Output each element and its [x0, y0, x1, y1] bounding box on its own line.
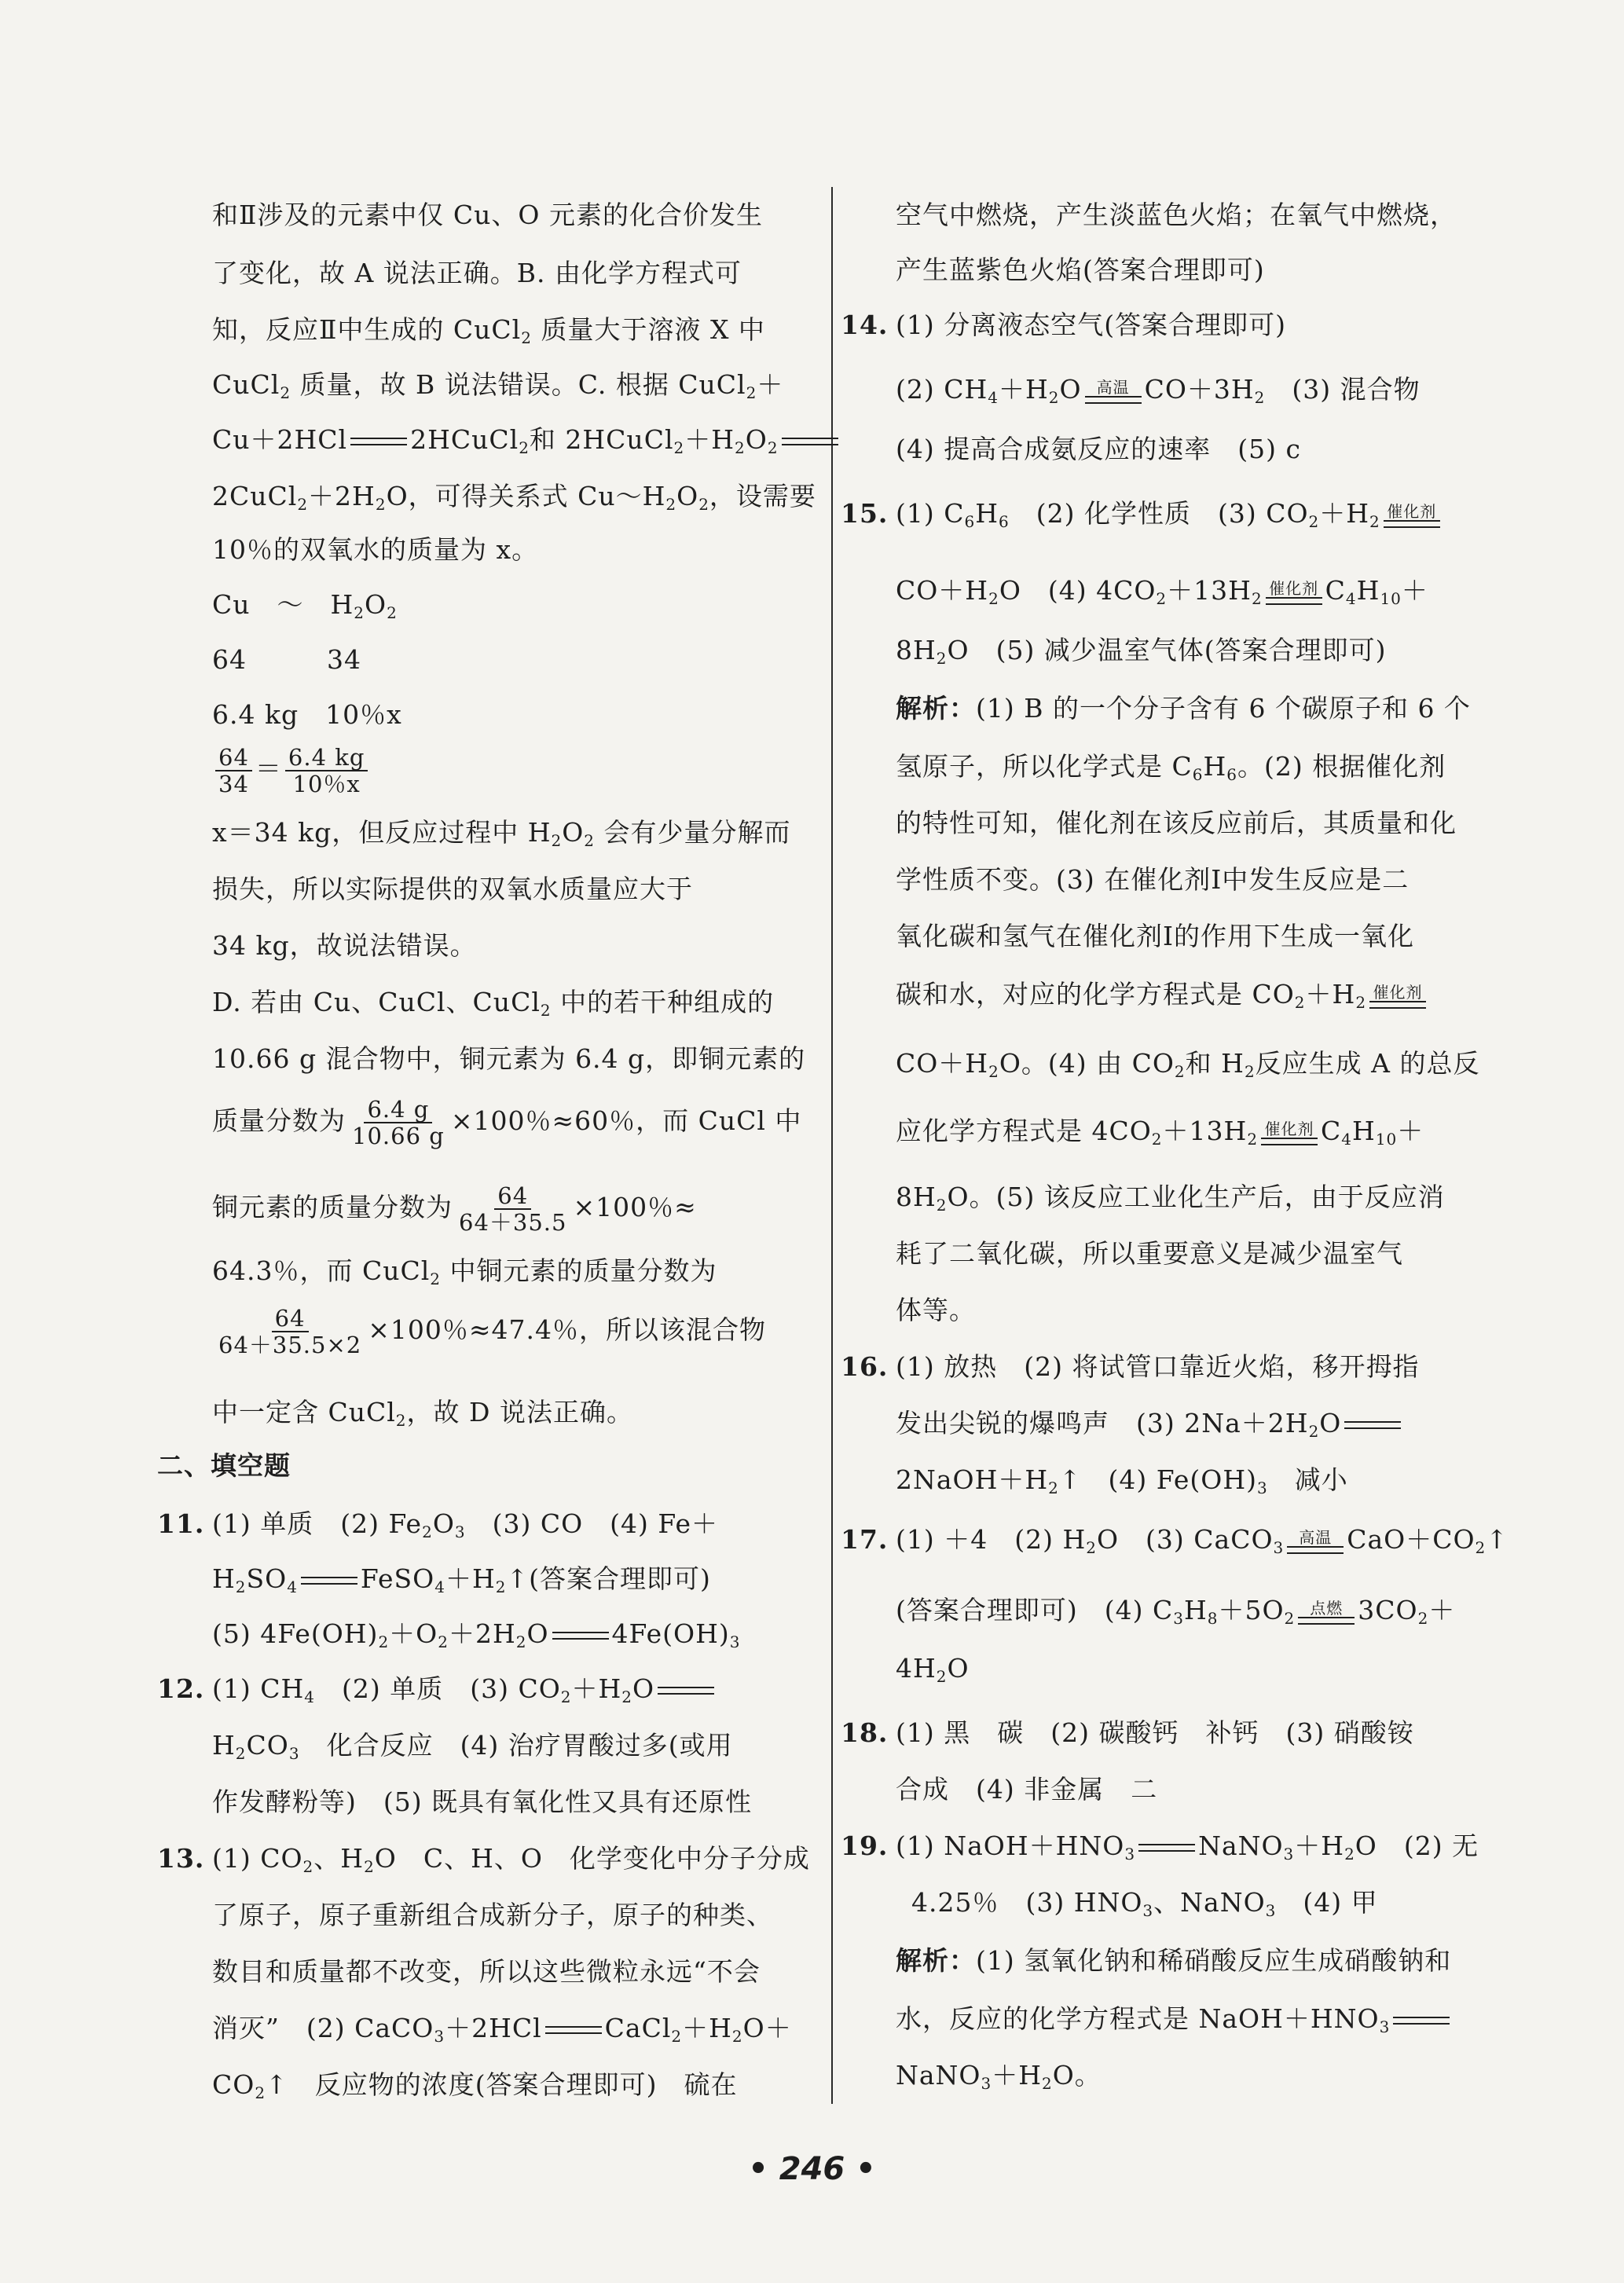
text-line: $2CuCl_2+2H_2O$，可得关系式 $Cu\sim H_2O_2$，设需要 — [212, 481, 816, 514]
text-line: 氧化碳和氢气在催化剂Ⅰ的作用下生成一氧化 — [896, 921, 1415, 951]
fraction: $\frac{64}{64+35.5}$ — [459, 1182, 567, 1236]
text-line: D. 若由 Cu、CuCl、CuCl$_2$ 中的若干种组成的 — [212, 987, 775, 1020]
question-12: 12. (1) $CH_4$ (2) 单质 (3) $CO_2+H_2O$ — [157, 1673, 717, 1713]
text-line: 了变化，故 A 说法正确。B. 由化学方程式可 — [212, 258, 742, 288]
text-line: 中一定含 CuCl$_2$，故 D 说法正确。 — [212, 1397, 633, 1430]
text-line: 空气中燃烧，产生淡蓝色火焰；在氧气中燃烧， — [896, 200, 1457, 230]
question-16: 16. (1) 放热 (2) 将试管口靠近火焰，移开拇指 — [841, 1351, 1420, 1382]
text-line: 4.25％ (3) $HNO_3$、NaNO$_3$ (4) 甲 — [911, 1887, 1378, 1920]
reaction-condition: 催化剂 — [1369, 984, 1426, 1009]
equals-sign — [350, 438, 407, 445]
reaction-condition: 高温 — [1287, 1529, 1344, 1554]
text-line: 64.3％，而 CuCl$_2$ 中铜元素的质量分数为 — [212, 1255, 717, 1288]
page-number: • 246 • — [748, 2151, 876, 2187]
question-13: 13. (1) $CO_2$、$H_2O$ C、H、O 化学变化中分子分成 — [157, 1843, 810, 1876]
text-line: $8H_2O$。(5) 该反应工业化生产后，由于反应消 — [896, 1182, 1445, 1215]
column-divider — [831, 187, 833, 2104]
reaction-condition: 高温 — [1085, 379, 1142, 404]
text-line: 解析：(1) B 的一个分子含有 6 个碳原子和 6 个 — [896, 693, 1471, 724]
equals-sign — [552, 1632, 609, 1640]
section-heading: 二、填空题 — [157, 1450, 291, 1481]
equals-sign — [545, 2026, 602, 2034]
text-line: 氢原子，所以化学式是 $C_6H_6$。(2) 根据催化剂 — [896, 751, 1446, 784]
text-line: 铜元素的质量分数为 $\frac{64}{64+35.5}$ ×100％≈ — [212, 1182, 697, 1236]
reaction-condition: 催化剂 — [1266, 580, 1322, 605]
question-14: 14. (1) 分离液态空气(答案合理即可) — [841, 310, 1286, 340]
text-line: $\frac{64}{64+35.5\times 2}$ ×100％≈47.4％，所以该混合物 — [212, 1306, 766, 1358]
text-line: 耗了二氧化碳，所以重要意义是减少温室气 — [896, 1238, 1403, 1269]
question-17: 17. (1) ＋4 (2) $H_2O$ (3) CaCO$_3$ 高温 $CaO+CO_2↑$ — [841, 1524, 1509, 1557]
text-line: 34 kg，故说法错误。 — [212, 930, 477, 961]
text-line: 合成 (4) 非金属 二 — [896, 1774, 1158, 1805]
text-line: $2NaOH+H_2↑$ (4) $Fe(OH)_3$ 减小 — [896, 1464, 1348, 1497]
text-line: 发出尖锐的爆鸣声 (3) $2Na+2H_2O$ — [896, 1408, 1404, 1447]
fraction: $\frac{64}{34}$ — [215, 745, 252, 797]
text-line: 10％的双氧水的质量为 x。 — [212, 534, 539, 565]
reaction-condition: 催化剂 — [1261, 1120, 1318, 1145]
reaction-condition: 点燃 — [1298, 1600, 1355, 1625]
text-line: 体等。 — [896, 1295, 976, 1325]
text-line: 消灭” (2) CaCO$_3$＋2HCl $CaCl_2+H_2O+$ — [212, 2013, 792, 2046]
text-line: (答案合理即可) (4) $C_3H_8+5O_2$ 点燃 $3CO_2+$ — [896, 1595, 1456, 1628]
text-line: 10.66 g 混合物中，铜元素为 6.4 g，即铜元素的 — [212, 1043, 806, 1074]
text-line: 知，反应Ⅱ中生成的 CuCl$_2$ 质量大于溶液 X 中 — [212, 314, 765, 347]
fraction-equation: $\frac{64}{34}$ ＝ $\frac{6.4 kg}{10\%x}$ — [212, 745, 371, 797]
text-line: 碳和水，对应的化学方程式是 $CO_2+H_2$ 催化剂 — [896, 979, 1429, 1018]
text-line: $8H_2O$ (5) 减少温室气体(答案合理即可) — [896, 635, 1387, 668]
text-line: 作发酵粉等) (5) 既具有氧化性又具有还原性 — [212, 1786, 753, 1817]
text-line: Cu＋2HCl 2HCuCl$_2$和 $2HCuCl_2+H_2O_2$ — [212, 424, 841, 464]
text-line: CuCl$_2$ 质量，故 B 说法错误。C. 根据 CuCl$_2$＋ — [212, 369, 784, 402]
equals-sign — [658, 1687, 714, 1695]
question-19: 19. (1) $NaOH+HNO_3$ $NaNO_3+H_2O$ (2) 无 — [841, 1830, 1479, 1863]
text-line: $H_2CO_3$ 化合反应 (4) 治疗胃酸过多(或用 — [212, 1730, 733, 1763]
text-line: 解析：(1) 氢氧化钠和稀硝酸反应生成硝酸钠和 — [896, 1945, 1452, 1976]
equals-sign — [1138, 1844, 1195, 1852]
text-line: 的特性可知，催化剂在该反应前后，其质量和化 — [896, 808, 1457, 838]
text-line: (5) $4Fe(OH)_2+O_2+2H_2O$ $4Fe(OH)_3$ — [212, 1618, 741, 1651]
text-line: $CO_2↑$ 反应物的浓度(答案合理即可) 硫在 — [212, 2069, 738, 2102]
text-line: $CO+H_2O$。(4) 由 $CO_2$和 $H_2$反应生成 A 的总反 — [896, 1048, 1480, 1081]
equals-sign — [1393, 2017, 1450, 2025]
text-line: $H_2SO_4$ $FeSO_4+H_2↑$(答案合理即可) — [212, 1563, 711, 1596]
fraction: $\frac{64}{64+35.5\times 2}$ — [218, 1305, 362, 1358]
text-line: 质量分数为 $\frac{6.4 g}{10.66 g}$ ×100％≈60％，而 CuCl 中 — [212, 1096, 802, 1149]
reaction-condition: 催化剂 — [1384, 503, 1440, 528]
equals-sign — [301, 1577, 357, 1585]
question-11: 11. (1) 单质 (2) $Fe_2O_3$ (3) CO (4) Fe＋ — [157, 1508, 719, 1541]
text-line: $4H_2O$ — [896, 1653, 970, 1686]
text-line: $CO+H_2O$ (4) $4CO_2+13H_2$ 催化剂 $C_4H_{10}+$ — [896, 575, 1428, 608]
text-line: (2) $CH_4+H_2O$ 高温 $CO+3H_2$ (3) 混合物 — [896, 374, 1421, 407]
text-line: 损失，所以实际提供的双氧水质量应大于 — [212, 874, 693, 904]
equals-sign — [1344, 1421, 1401, 1429]
question-15: 15. (1) $C_6H_6$ (2) 化学性质 (3) $CO_2+H_2$ 催化剂 — [841, 498, 1443, 537]
equals-sign — [782, 438, 838, 445]
text-line: 了原子，原子重新组合成新分子，原子的种类、 — [212, 1900, 773, 1930]
text-line: 和Ⅱ涉及的元素中仅 Cu、O 元素的化合价发生 — [212, 200, 763, 230]
fraction: $\frac{6.4 g}{10.66 g}$ — [352, 1096, 445, 1149]
text-line: 64 34 — [212, 644, 361, 675]
text-line: 产生蓝紫色火焰(答案合理即可) — [896, 255, 1265, 285]
text-line: 6.4 kg 10％x — [212, 699, 402, 730]
text-line: (4) 提高合成氨反应的速率 (5) c — [896, 434, 1301, 464]
text-line: 水，反应的化学方程式是 $NaOH+HNO_3$ — [896, 2003, 1453, 2043]
text-line: $NaNO_3+H_2O$。 — [896, 2060, 1102, 2093]
question-18: 18. (1) 黑 碳 (2) 碳酸钙 补钙 (3) 硝酸铵 — [841, 1717, 1414, 1748]
text-line: 数目和质量都不改变，所以这些微粒永远“不会 — [212, 1956, 761, 1987]
text-line: x＝34 kg，但反应过程中 $H_2O_2$ 会有少量分解而 — [212, 817, 791, 850]
text-line: 应化学方程式是 $4CO_2+13H_2$ 催化剂 $C_4H_{10}+$ — [896, 1116, 1424, 1149]
text-line: Cu ～ $H_2O_2$ — [212, 589, 398, 622]
fraction: $\frac{6.4 kg}{10\%x}$ — [285, 745, 368, 797]
text-line: 学性质不变。(3) 在催化剂Ⅰ中发生反应是二 — [896, 864, 1410, 895]
